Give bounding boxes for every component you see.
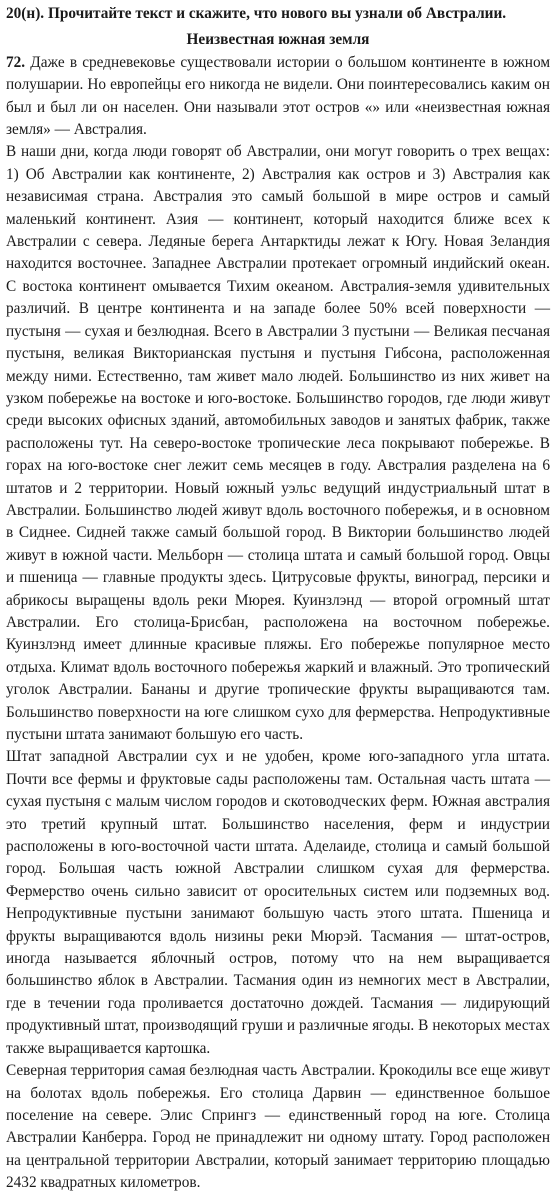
paragraph-1 bbox=[6, 52, 550, 142]
text-number: 72. bbox=[6, 53, 26, 71]
paragraph-2: В наши дни, когда люди говорят об Австралии, они могут говорить о трех вещах: 1) Об Австралии как континенте, 2) Австралия как остров и 3) Австралия как независимая страна. Австралия это самый большой в мире остров и самый маленький континент. Азия — континент, который находится ближе всех к Австралии с севера. Ледяные берега Антарктиды лежат к Югу. Новая Зеландия находится восточнее. Западнее Австралии протекает огромный индийский океан. С востока континент омывается Тихим океаном. Австралия-земля удивительных различий. В центре континента и на западе более 50% всей поверхности — пустыня — сухая и безлюдная. Всего в Австралии 3 пустыни — Великая песчаная пустыня, великая Викторианская пустыня и пустыня Гибсона, расположенная между ними. Естественно, там живет мало людей. Большинство из них живет на узком побережье на востоке и юго-востоке. Большинство городов, где люди живут среди высоких офисных зданий, автомобильных заводов и занятых фабрик, также расположены тут. На северо-востоке тропические леса покрывают побережье. В горах на юго-востоке снег лежит семь месяцев в году. Австралия разделена на 6 штатов и 2 территории. Новый южный уэльс ведущий индустриальный штат в Австралии. Большинство людей живут вдоль восточного побережья, и в основном в Сиднее. Сидней также самый большой город. В Виктории большинство людей живут в южной части. Мельборн — столица штата и самый большой город. Овцы и пшеница — главные продукты здесь. Цитрусовые фрукты, виноград, персики и абрикосы выращены вдоль реки Мюрея. Куинзлэнд — второй огромный штат Австралии. Его столица-Брисбан, расположена на восточном побережье. Куинзлэнд имеет длинные красивые пляжы. Его побережье популярное место отдыха. Климат вдоль восточного побережья жаркий и влажный. Это тропический уголок Австралии. Бананы и другие тропические фрукты выращиваются там. Большинство поверхности на юге слишком сухо для фермерства. Непродуктивные пустыни штата занимают большую его часть. bbox=[6, 143, 550, 743]
paragraph-1-text: Даже в средневековье существовали истории о большом континенте в южном полушарии. Но европейцы его никогда не видели. Они поинтересовались каким он был и был ли он населен. Они называли этот остров «» или «неизвестная южная земля» — Австралия. bbox=[6, 53, 551, 139]
paragraph-4: Северная территория самая безлюдная часть Австралии. Крокодилы все еще живут на болотах вдоль побережья. Его столица Дарвин — единственное большое поселение на севере. Элис Спрингз — единственный город на юге. Столица Австралии Канберра. Город не принадлежит ни одному штату. Город расположен на центральной территории Австралии, который занимает территорию площадью 2432 квадратных километров. bbox=[6, 1062, 550, 1192]
paragraph-3: Штат западной Австралии сух и не удобен, кроме юго-западного угла штата. Почти все фермы и фруктовые сады расположены там. Остальная часть штата — сухая пустыня с малым числом городов и скотоводческих ферм. Южная австралия это третий крупный штат. Большинство населения, ферм и индустрии расположены в юго-восточной части штата. Аделаиде, столица и самый большой город. Большая часть южной Австралии слишком сухая для фермерства. Фермерство очень сильно зависит от оросительных систем или подземных вод. Непродуктивные пустыни занимают большую часть этого штата. Пшеница и фрукты выращиваются вдоль низины реки Мюрэй. Тасмания — штат-остров, иногда называется яблочный остров, потому что на нем выращивается большинство яблок в Австралии. Тасмания один из немногих мест в Австралии, где в течении года проливается достаточно дождей. Тасмания — лидирующий продуктивный штат, производящий груши и различные ягоды. В некоторых местах также выращивается картошка. bbox=[6, 748, 550, 1057]
task-instruction: Прочитайте текст и скажите, что нового вы узнали об Австралии. bbox=[47, 5, 507, 22]
text-title: Неизвестная южная земля bbox=[186, 31, 370, 49]
task-heading bbox=[6, 3, 550, 25]
task-number: 20(н). bbox=[6, 5, 45, 22]
